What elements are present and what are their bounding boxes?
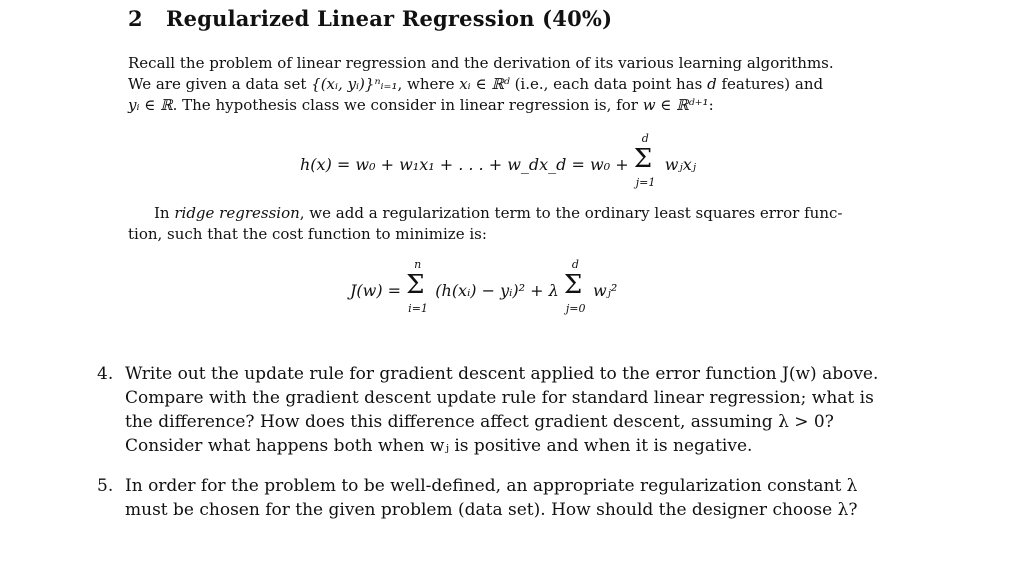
sum-term: wⱼxⱼ [664,155,696,174]
section-heading [128,6,612,31]
cost-equation [350,258,618,315]
intro-paragraph [128,53,858,116]
sum-lower-limit: j=1 [635,176,656,189]
hypothesis-lhs: h(x) = w₀ + w₁x₁ + . . . + w_dx_d = w₀ + [300,155,634,174]
d-variable: d [707,75,717,93]
question-line: must be chosen for the given problem (data set). How should the designer choose λ? [125,500,858,520]
hypothesis-equation [300,132,696,189]
question-line: the difference? How does this difference affect gradient descent, assuming λ > 0? [125,412,834,432]
yi-domain: yᵢ ∈ ℝ [128,96,173,114]
ridge-paragraph [128,203,858,245]
section-number: 2 [128,6,143,31]
sum-lower-limit: j=0 [565,302,586,315]
intro-text: features) and [716,75,824,93]
sum-upper-limit: n [414,258,422,271]
intro-text: , where [397,75,460,93]
sum-symbol: Σ [633,144,653,174]
sum-upper-limit: d [571,258,579,271]
intro-text: . The hypothesis class we consider in linear regression is, for [172,96,643,114]
question-4 [97,362,885,458]
dataset-notation: {(xᵢ, yᵢ)}ⁿᵢ₌₁ [311,75,398,93]
w-domain: w ∈ ℝᵈ⁺¹ [642,96,709,114]
xi-domain: xᵢ ∈ ℝᵈ [459,75,510,93]
sum-lower-limit: i=1 [408,302,428,315]
question-5 [97,474,885,522]
ridge-text: , we add a regularization term to the ordinary least squares error func- [299,204,843,222]
question-number: 4. [97,364,114,384]
cost-term-1: (h(xᵢ) − yᵢ)² + λ [435,281,559,300]
question-line: Write out the update rule for gradient descent applied to the error function J(w) above. [125,364,879,384]
question-line: In order for the problem to be well-defined, an appropriate regularization constant λ [125,476,858,496]
intro-text: We are given a data set [128,75,312,93]
sum-symbol: Σ [406,270,425,300]
intro-text: : [708,96,714,114]
sum-upper-limit: d [641,132,649,145]
question-line: Compare with the gradient descent update rule for standard linear regression; what is [125,388,874,408]
intro-line-1: Recall the problem of linear regression and the derivation of its various learning algorithms. [128,54,834,72]
ridge-text: In [154,204,175,222]
sum-symbol: Σ [563,270,583,300]
intro-text: (i.e., each data point has [509,75,708,93]
question-line: Consider what happens both when wⱼ is positive and when it is negative. [125,436,753,456]
question-number: 5. [97,476,114,496]
section-title: Regularized Linear Regression (40%) [166,6,613,31]
ridge-regression-term: ridge regression [174,204,300,222]
cost-term-2: wⱼ² [592,281,618,300]
cost-lhs: J(w) = [350,281,407,300]
ridge-text: tion, such that the cost function to minimize is: [128,225,487,243]
